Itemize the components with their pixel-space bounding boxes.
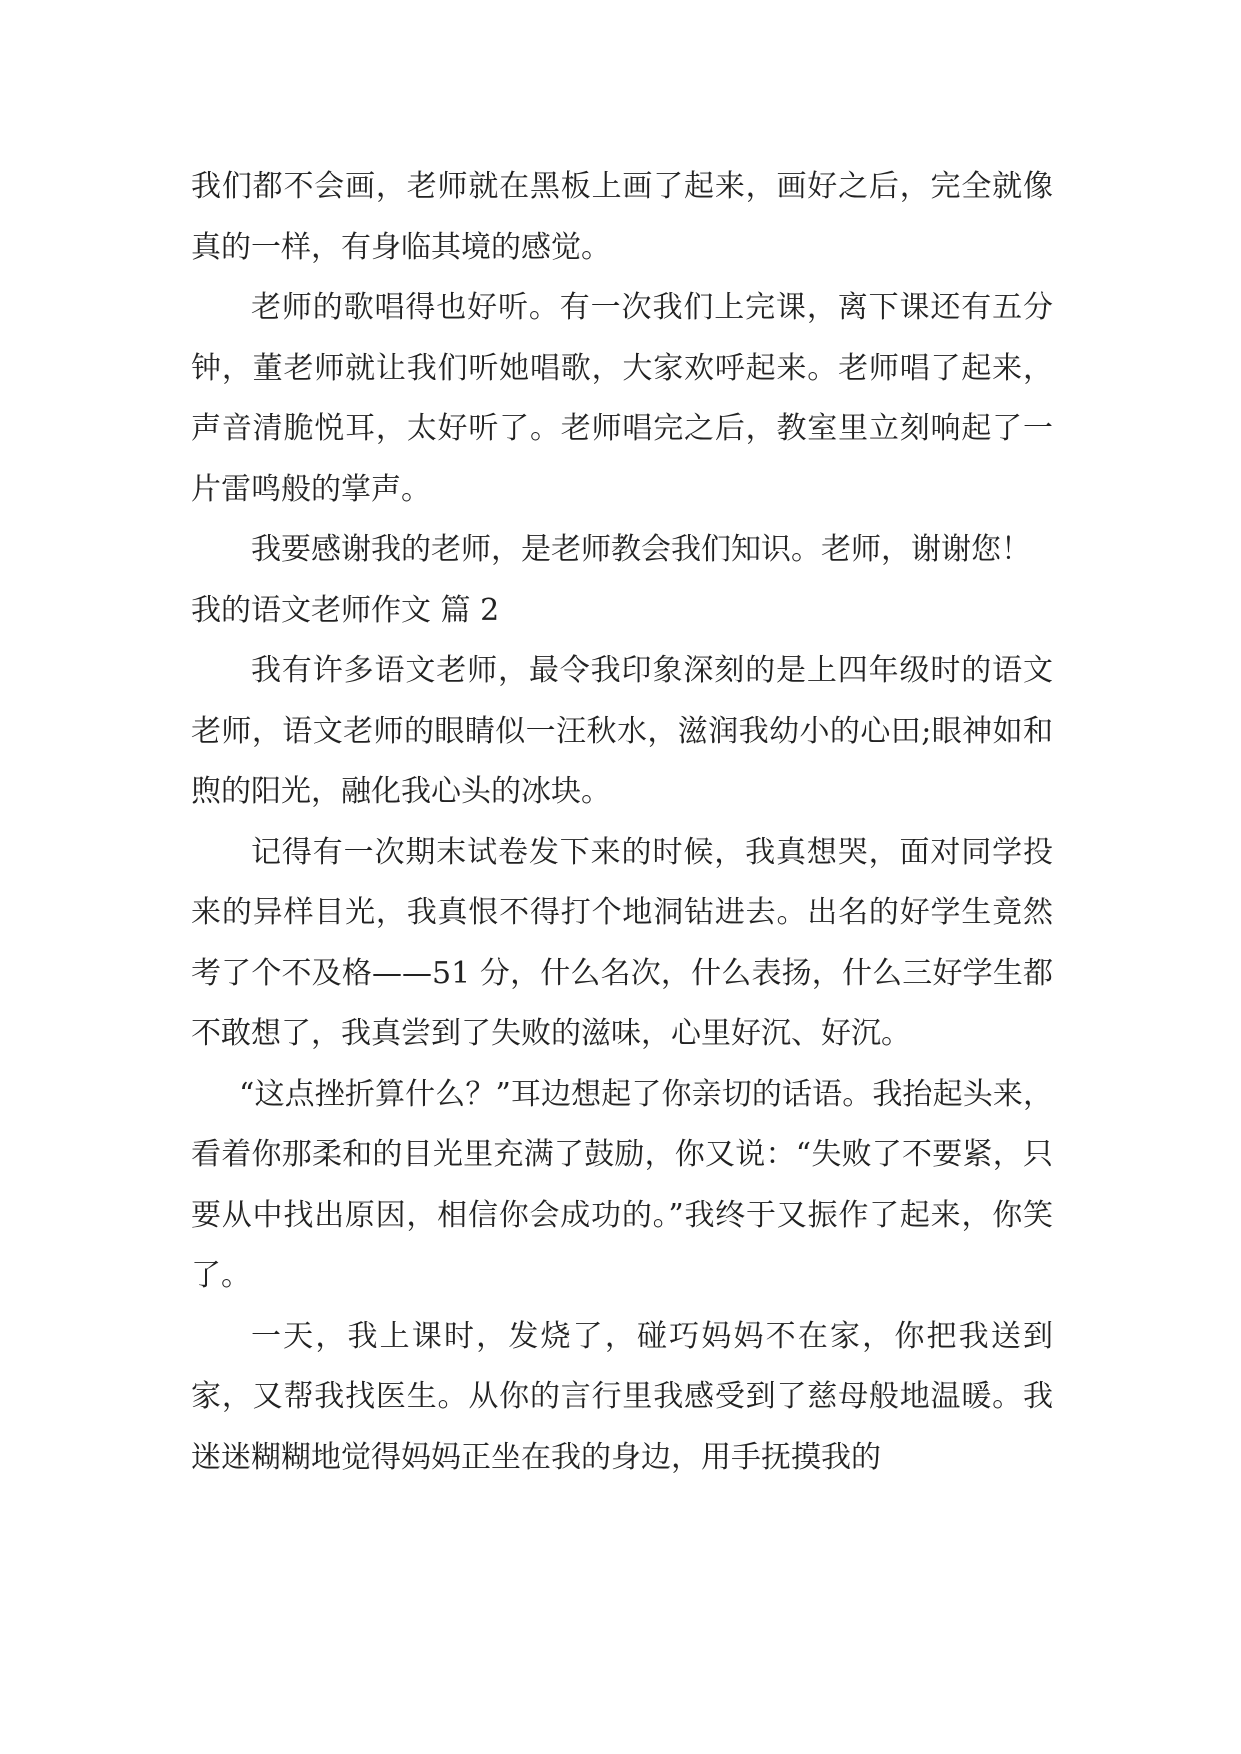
paragraph-singing: 老师的歌唱得也好听。有一次我们上完课，离下课还有五分钟，董老师就让我们听她唱歌，大家欢呼起来。老师唱了起来，声音清脆悦耳，太好听了。老师唱完之后，教室里立刻响起了一片雷鸣般的掌声。	[191, 290, 1053, 507]
paragraph-exam: 记得有一次期末试卷发下来的时候，我真想哭，面对同学投来的异样目光，我真恨不得打个地洞钻进去。出名的好学生竟然考了个不及格——51 分，什么名次，什么表扬，什么三好学生都不敢想了，我真尝到了失败的滋味，心里好沉、好沉。	[191, 834, 1053, 1051]
paragraph-thanks: 我要感谢我的老师，是老师教会我们知识。老师，谢谢您！	[251, 532, 1031, 567]
paragraph-continued: 我们都不会画，老师就在黑板上画了起来，画好之后，完全就像真的一样，有身临其境的感觉。	[191, 169, 1053, 265]
document-body	[191, 157, 1053, 1488]
paragraph-encouragement: “这点挫折算什么？”耳边想起了你亲切的话语。我抬起头来，看着你那柔和的目光里充满了鼓励，你又说：“失败了不要紧，只要从中找出原因，相信你会成功的。”我终于又振作了起来，你笑了。	[191, 1076, 1053, 1293]
section-heading: 我的语文老师作文 篇 2	[191, 592, 500, 628]
paragraph-intro: 我有许多语文老师，最令我印象深刻的是上四年级时的语文老师，语文老师的眼睛似一汪秋水，滋润我幼小的心田;眼神如和煦的阳光，融化我心头的冰块。	[191, 653, 1053, 809]
paragraph-fever: 一天，我上课时，发烧了，碰巧妈妈不在家，你把我送到家，又帮我找医生。从你的言行里我感受到了慈母般地温暖。我迷迷糊糊地觉得妈妈正坐在我的身边，用手抚摸我的	[191, 1318, 1053, 1475]
